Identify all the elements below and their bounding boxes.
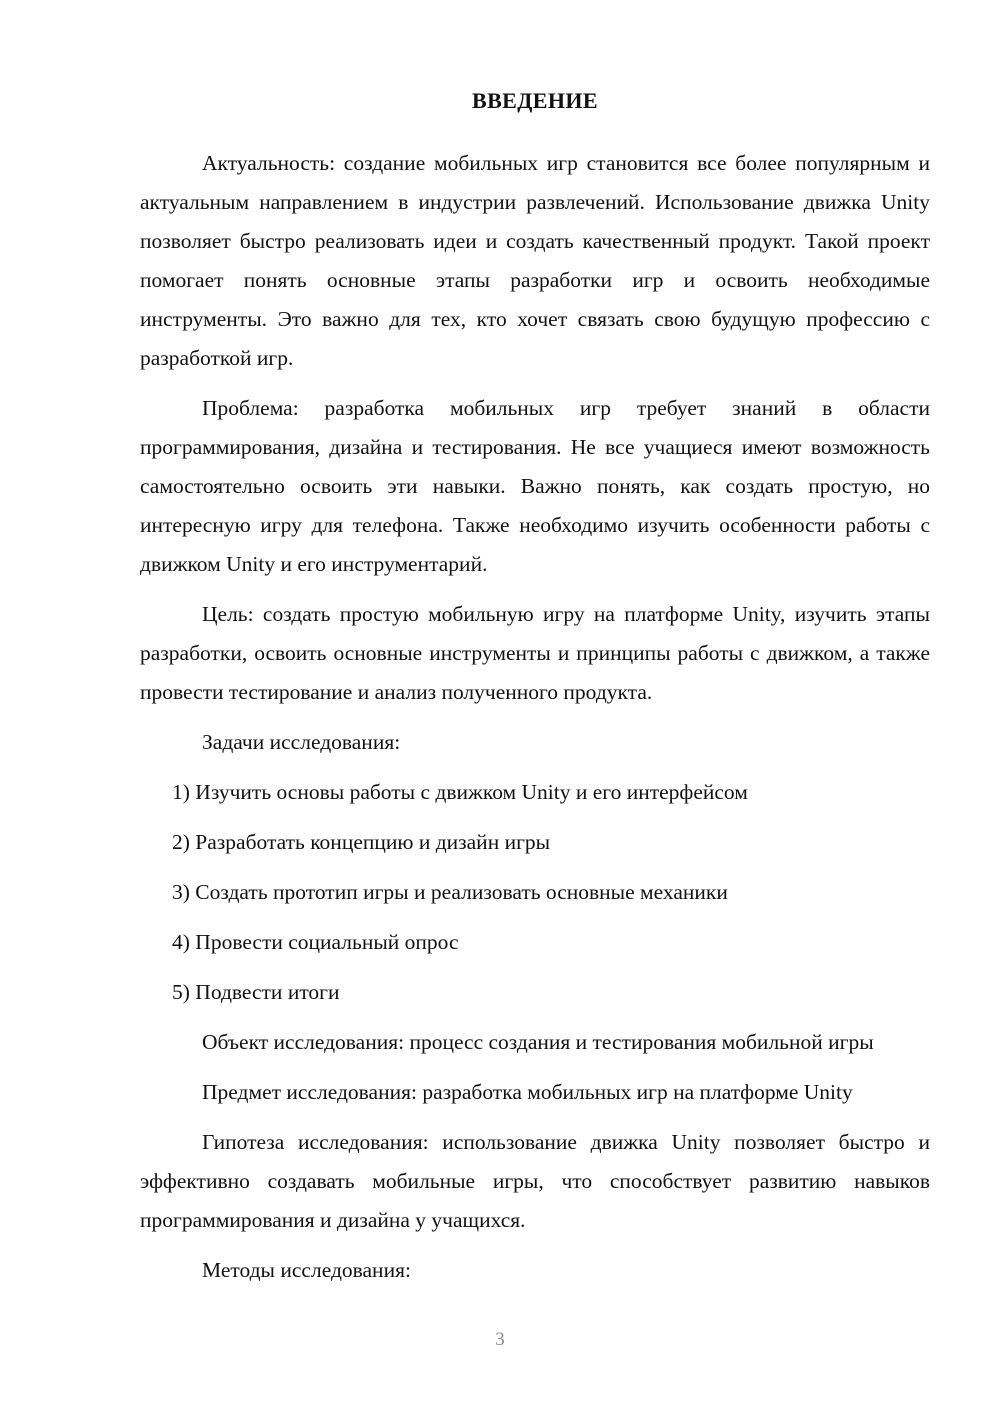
list-item	[140, 923, 930, 962]
list-item	[140, 773, 930, 812]
paragraph-subject: Предмет исследования: разработка мобильных игр на платформе Unity	[202, 1080, 853, 1105]
list-item-number: 2)	[172, 830, 196, 855]
list-item	[140, 973, 930, 1012]
list-item-number: 1)	[172, 780, 196, 805]
list-item-label: Разработать концепцию и дизайн игры	[195, 830, 551, 855]
list-item-number: 5)	[172, 980, 196, 1005]
paragraph-problem: Проблема: разработка мобильных игр требует знаний в области программирования, дизайна и тестирования. Не все учащиеся имеют возможность самостоятельно освоить эти навыки. Важно понять, как создать простую, но интересную игру для телефона. Также необходимо изучить особенности работы с движком Unity и его инструментарий.	[140, 396, 930, 577]
page-content	[140, 88, 930, 1301]
tasks-list	[140, 773, 930, 1012]
paragraph-object: Объект исследования: процесс создания и тестирования мобильной игры	[202, 1030, 874, 1055]
list-item-number: 3)	[172, 880, 196, 905]
paragraph-goal: Цель: создать простую мобильную игру на платформе Unity, изучить этапы разработки, освоить основные инструменты и принципы работы с движком, а также провести тестирование и анализ полученного продукта.	[140, 602, 930, 705]
page-title: ВВЕДЕНИЕ	[472, 88, 598, 113]
methods-heading: Методы исследования:	[202, 1258, 411, 1283]
list-item-label: Подвести итоги	[195, 980, 340, 1005]
list-item	[140, 873, 930, 912]
list-item-label: Создать прототип игры и реализовать основные механики	[195, 880, 728, 905]
list-item-label: Провести социальный опрос	[195, 930, 459, 955]
list-item-number: 4)	[172, 930, 196, 955]
page-number: 3	[495, 1329, 505, 1350]
paragraph-hypothesis: Гипотеза исследования: использование движка Unity позволяет быстро и эффективно создавать мобильные игры, что способствует развитию навыков программирования и дизайна у учащихся.	[140, 1130, 930, 1233]
paragraph-relevance: Актуальность: создание мобильных игр становится все более популярным и актуальным направлением в индустрии развлечений. Использование движка Unity позволяет быстро реализовать идеи и создать качественный продукт. Такой проект помогает понять основные этапы разработки игр и освоить необходимые инструменты. Это важно для тех, кто хочет связать свою будущую профессию с разработкой игр.	[140, 151, 930, 371]
list-item-label: Изучить основы работы с движком Unity и его интерфейсом	[195, 780, 748, 805]
list-item	[140, 823, 930, 862]
tasks-heading: Задачи исследования:	[202, 730, 401, 755]
